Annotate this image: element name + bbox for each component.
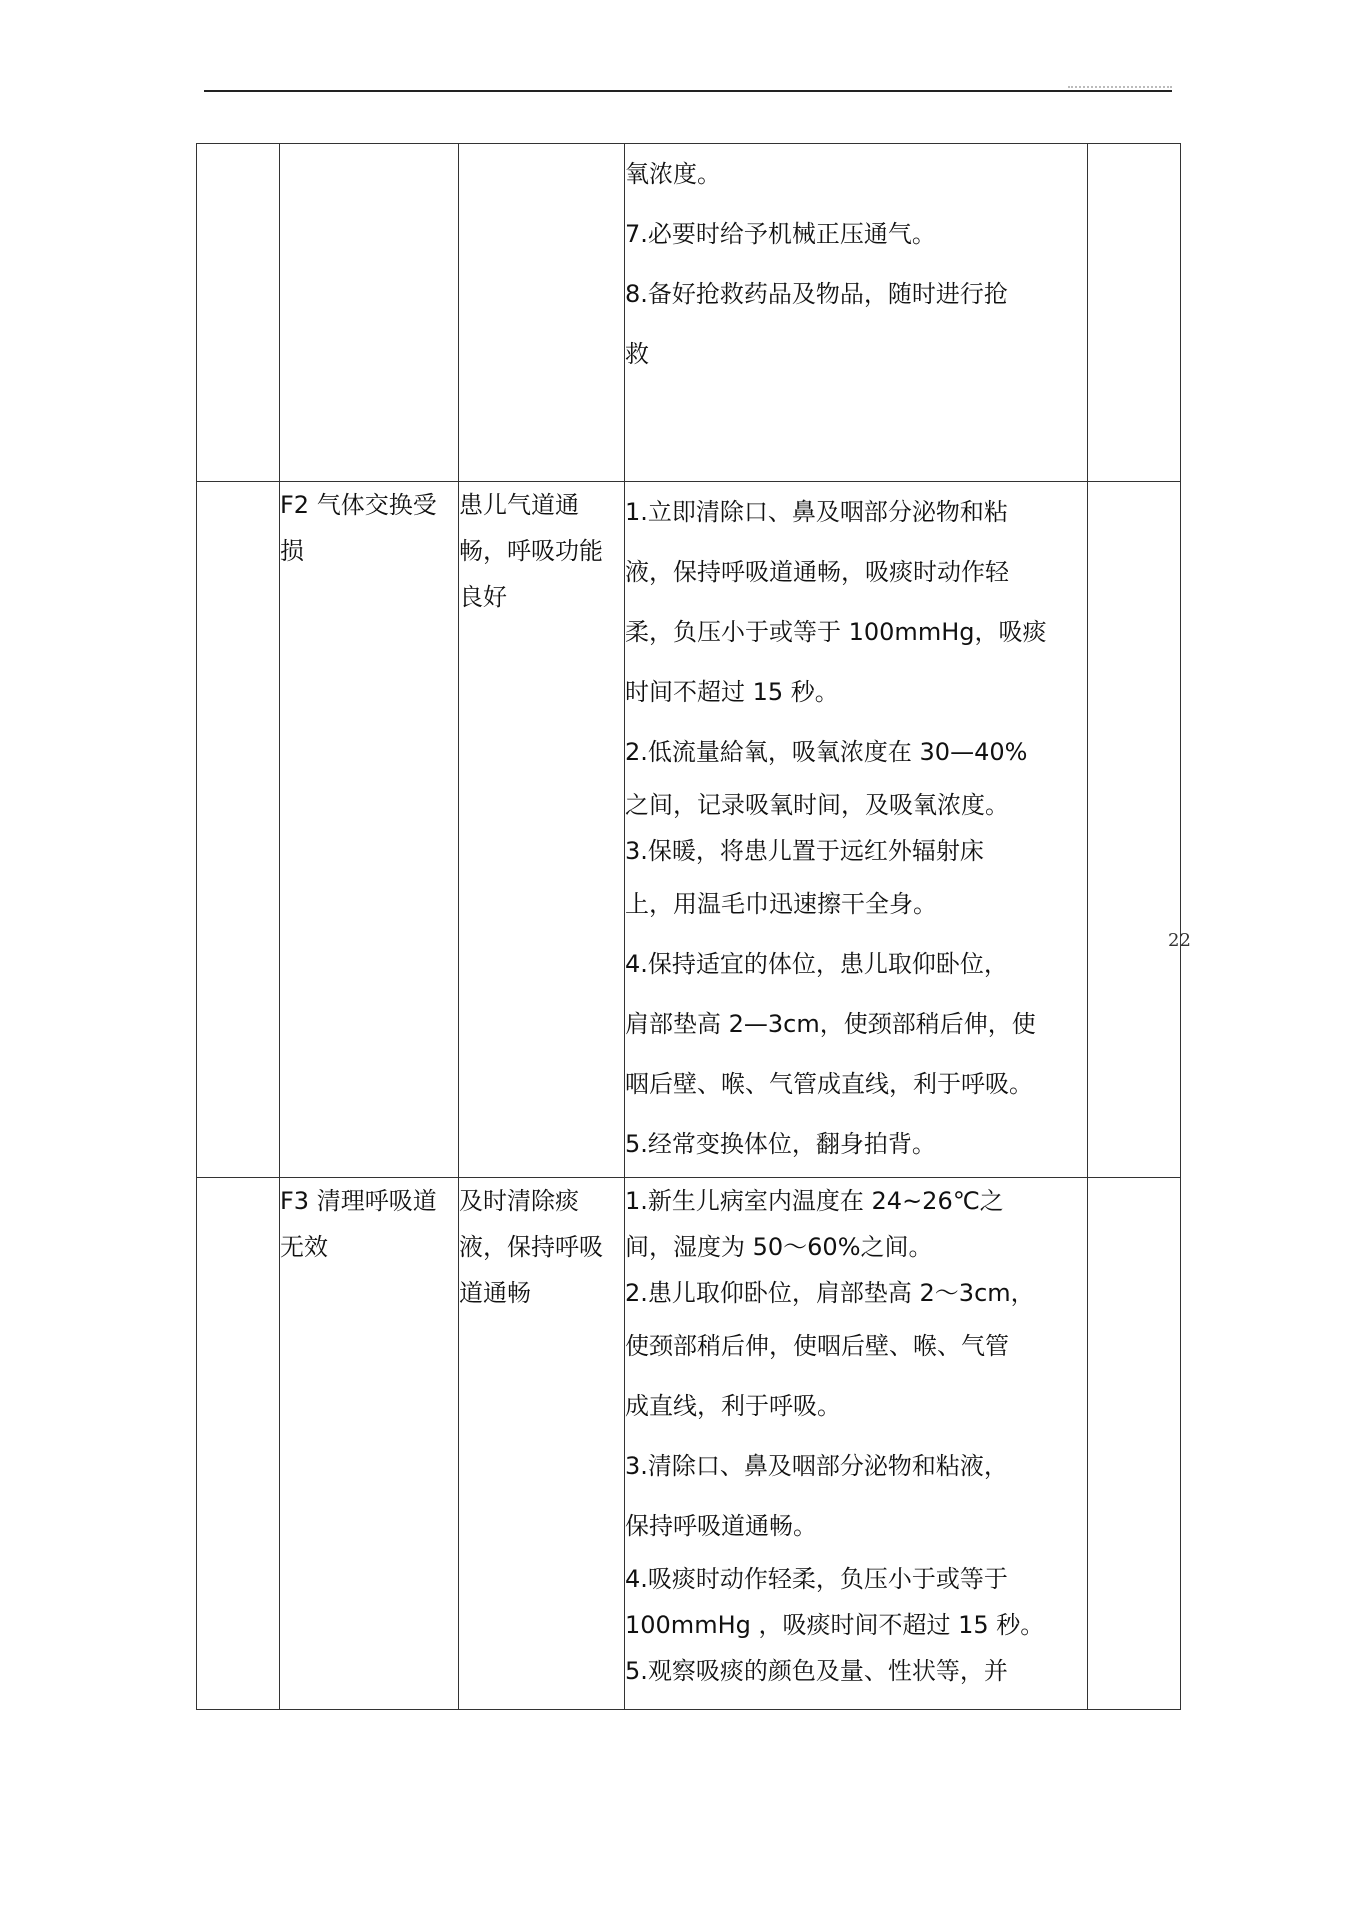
table-row	[197, 482, 1181, 1178]
measure-line: 使颈部稍后伸，使咽后壁、喉、气管	[625, 1332, 1009, 1360]
measure-line: 之间，记录吸氧时间，及吸氧浓度。	[625, 791, 1009, 819]
measure-line: 上，用温毛巾迅速擦干全身。	[625, 890, 937, 918]
measures-cell	[625, 482, 1088, 1178]
measure-line: 7.必要时给予机械正压通气。	[625, 220, 936, 248]
measure-line: 间，湿度为 50～60%之间。	[625, 1233, 933, 1261]
diagnosis-cell: F3 清理呼吸道无效	[280, 1178, 459, 1710]
measure-line: 肩部垫高 2—3cm，使颈部稍后伸，使	[625, 1010, 1036, 1038]
diagnosis-cell	[280, 144, 459, 482]
table-row	[197, 1178, 1181, 1710]
diagnosis-cell: F2 气体交换受损	[280, 482, 459, 1178]
measure-line: 4.吸痰时动作轻柔，负压小于或等于	[625, 1565, 1008, 1593]
measure-line: 3.保暖，将患儿置于远红外辐射床	[625, 837, 984, 865]
measure-line: 5.经常变换体位，翻身拍背。	[625, 1130, 936, 1158]
measure-line: 1.新生儿病室内温度在 24~26℃之	[625, 1187, 1004, 1215]
measure-line: 1.立即清除口、鼻及咽部分泌物和粘	[625, 498, 1008, 526]
measure-line: 液，保持呼吸道通畅，吸痰时动作轻	[625, 558, 1009, 586]
evaluation-cell	[1088, 144, 1181, 482]
measure-line: 100mmHg ，吸痰时间不超过 15 秒。	[625, 1611, 1045, 1639]
evaluation-cell	[1088, 1178, 1181, 1710]
nursing-care-table	[196, 143, 1181, 1710]
measure-line: 成直线，利于呼吸。	[625, 1392, 841, 1420]
measure-line: 3.清除口、鼻及咽部分泌物和粘液，	[625, 1452, 1008, 1480]
table-row	[197, 144, 1181, 482]
goal-cell	[459, 144, 625, 482]
measure-line: 柔，负压小于或等于 100mmHg，吸痰	[625, 618, 1047, 646]
header-watermark	[1068, 86, 1172, 94]
date-cell	[197, 482, 280, 1178]
measure-line: 2.患儿取仰卧位，肩部垫高 2～3cm，	[625, 1279, 1035, 1307]
header-rule	[204, 90, 1172, 92]
measure-line: 5.观察吸痰的颜色及量、性状等，并	[625, 1657, 1008, 1685]
date-cell	[197, 1178, 280, 1710]
measure-line: 8.备好抢救药品及物品，随时进行抢	[625, 280, 1008, 308]
goal-cell: 及时清除痰液，保持呼吸道通畅	[459, 1178, 625, 1710]
page-number: 22	[1168, 930, 1191, 951]
date-cell	[197, 144, 280, 482]
measures-cell	[625, 144, 1088, 482]
measure-line: 4.保持适宜的体位，患儿取仰卧位，	[625, 950, 1008, 978]
measure-line: 保持呼吸道通畅。	[625, 1512, 817, 1540]
measure-line: 咽后壁、喉、气管成直线，利于呼吸。	[625, 1070, 1033, 1098]
measures-cell	[625, 1178, 1088, 1710]
measure-line: 2.低流量給氧，吸氧浓度在 30—40%	[625, 738, 1028, 766]
measure-line: 救	[625, 340, 649, 368]
measure-line: 时间不超过 15 秒。	[625, 678, 839, 706]
goal-cell: 患儿气道通畅，呼吸功能良好	[459, 482, 625, 1178]
measure-line: 氧浓度。	[625, 160, 721, 188]
evaluation-cell	[1088, 482, 1181, 1178]
